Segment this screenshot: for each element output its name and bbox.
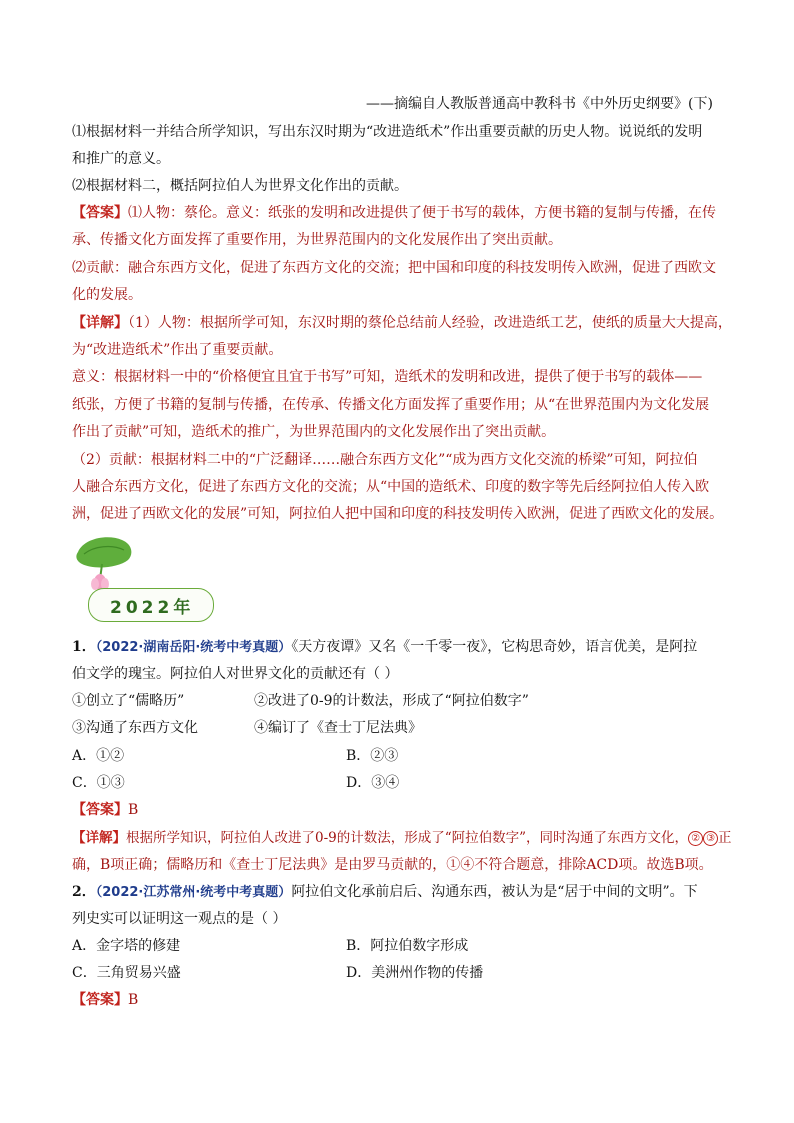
q2-stem: 阿拉伯文化承前启后、沟通东西，被认为是“居于中间的文明”。下 bbox=[291, 884, 698, 900]
q2-answer-tag: 【答案】 bbox=[72, 992, 128, 1008]
answer-line-4: 化的发展。 bbox=[72, 287, 142, 303]
detail-line-7: 人融合东西方文化，促进了东西方文化的交流；从“中国的造纸术、印度的数字等先后经阿拉伯人传入欧 bbox=[72, 479, 710, 495]
answer-line-2: 承、传播文化方面发挥了重要作用，为世界范围内的文化发展作出了突出贡献。 bbox=[72, 232, 562, 248]
detail-line-2: 为“改进造纸术”作出了重要贡献。 bbox=[72, 342, 283, 358]
q1-stem: 《天方夜谭》又名《一千零一夜》，它构思奇妙，语言优美，是阿拉 bbox=[291, 639, 698, 655]
answer-text: ⑴人物：蔡伦。意义：纸张的发明和改进提供了便于书写的载体，方便书籍的复制与传播，在传 bbox=[128, 205, 716, 221]
q2-choice-c[interactable]: C．三角贸易兴盛 bbox=[72, 965, 181, 981]
q1-choice-b[interactable]: B．②③ bbox=[346, 748, 399, 764]
q2-choice-b[interactable]: B．阿拉伯数字形成 bbox=[346, 938, 469, 954]
q2-answer-value: B bbox=[128, 992, 139, 1008]
detail-line-8: 洲，促进了西欧文化的发展”可知，阿拉伯人把中国和印度的科技发明传入欧洲，促进了西欧文化的发展。 bbox=[72, 506, 724, 522]
q1-answer-tag: 【答案】 bbox=[72, 802, 128, 818]
q1-answer-value: B bbox=[128, 802, 139, 818]
q1-stem-line-2: 伯文学的瑰宝。阿拉伯人对世界文化的贡献还有（ ） bbox=[72, 666, 399, 682]
q1-statement-2: ②改进了0-9的计数法，形成了“阿拉伯数字” bbox=[254, 693, 529, 709]
q2-choice-d[interactable]: D．美洲州作物的传播 bbox=[346, 965, 484, 981]
year-label: 2022年 bbox=[110, 598, 195, 618]
answer-line-3: ⑵贡献：融合东西方文化，促进了东西方文化的交流；把中国和印度的科技发明传入欧洲，促进了西欧文 bbox=[72, 260, 716, 276]
q2-number: 2． bbox=[72, 884, 96, 900]
detail-line-4: 纸张，方便了书籍的复制与传播，在传承、传播文化方面发挥了重要作用；从“在世界范围内为文化发展 bbox=[72, 397, 710, 413]
q1-choice-c[interactable]: C．①③ bbox=[72, 775, 125, 791]
material-source-line: ——摘编自人教版普通高中教科书《中外历史纲要》(下) bbox=[366, 96, 713, 112]
q2-stem-line-1 bbox=[72, 882, 698, 903]
q1-source: （2022·湖南岳阳·统考中考真题） bbox=[95, 640, 292, 655]
q1-answer bbox=[72, 800, 138, 820]
q1-statement-3: ③沟通了东西方文化 bbox=[72, 720, 198, 736]
detail-text: （1）人物：根据所学可知，东汉时期的蔡伦总结前人经验，改进造纸工艺，使纸的质量大大提高， bbox=[128, 315, 732, 331]
detail-tag: 【详解】 bbox=[72, 315, 128, 331]
circled-3: ③ bbox=[703, 831, 718, 846]
question-1-prompt: ⑴根据材料一并结合所学知识，写出东汉时期为“改进造纸术”作出重要贡献的历史人物。说说纸的发明 bbox=[72, 124, 703, 140]
answer-tag: 【答案】 bbox=[72, 205, 128, 221]
q1-statement-4: ④编订了《查士丁尼法典》 bbox=[254, 720, 422, 736]
q1-detail-text-end: 正 bbox=[718, 830, 732, 846]
question-2-prompt: ⑵根据材料二，概括阿拉伯人为世界文化作出的贡献。 bbox=[72, 178, 408, 194]
q1-statement-1: ①创立了“儒略历” bbox=[72, 693, 185, 709]
circled-2: ② bbox=[688, 831, 703, 846]
q2-stem-line-2: 列史实可以证明这一观点的是（ ） bbox=[72, 911, 287, 927]
q1-choice-a[interactable]: A．①② bbox=[72, 748, 125, 764]
detail-line-3: 意义：根据材料一中的“价格便宜且宜于书写”可知，造纸术的发明和改进，提供了便于书写的载体—— bbox=[72, 369, 703, 385]
answer-line-1 bbox=[72, 203, 716, 223]
detail-line-5: 作出了贡献”可知，造纸术的推广，为世界范围内的文化发展作出了突出贡献。 bbox=[72, 424, 556, 440]
question-1-prompt-cont: 和推广的意义。 bbox=[72, 151, 170, 167]
detail-line-1 bbox=[72, 313, 732, 333]
q1-stem-line-1 bbox=[72, 637, 697, 658]
q2-source: （2022·江苏常州·统考中考真题） bbox=[95, 885, 292, 900]
q1-detail-line-1 bbox=[72, 828, 732, 848]
detail-line-6: （2）贡献：根据材料二中的“广泛翻译……融合东西方文化”“成为西方文化交流的桥梁”可知，阿拉伯 bbox=[72, 452, 698, 468]
q1-detail-text: 根据所学知识，阿拉伯人改进了0-9的计数法，形成了“阿拉伯数字”，同时沟通了东西方文化， bbox=[126, 830, 689, 846]
q1-detail-line-2: 确，B项正确；儒略历和《查士丁尼法典》是由罗马贡献的，①④不符合题意，排除ACD项。故选B项。 bbox=[72, 857, 713, 873]
q2-answer bbox=[72, 990, 138, 1010]
q1-choice-d[interactable]: D．③④ bbox=[346, 775, 400, 791]
q1-number: 1． bbox=[72, 639, 96, 655]
q2-choice-a[interactable]: A．金字塔的修建 bbox=[72, 938, 181, 954]
q1-detail-tag: 【详解】 bbox=[72, 830, 126, 846]
